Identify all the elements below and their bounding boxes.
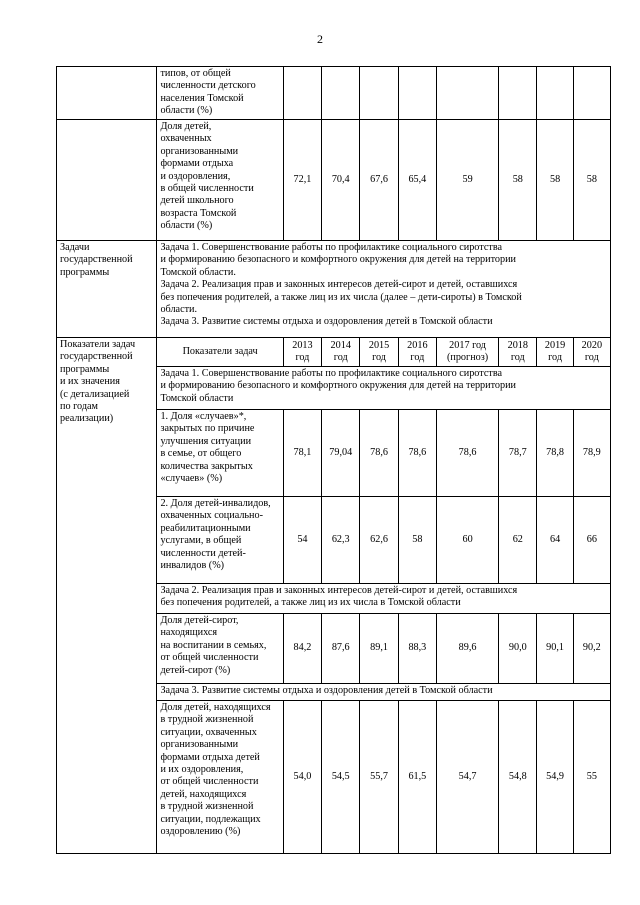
text-line: на воспитании в семьях, xyxy=(160,639,267,651)
text-line: от общей численности xyxy=(160,652,259,664)
text-line: оздоровлению (%) xyxy=(160,826,241,838)
text-line: детей-сирот (%) xyxy=(160,664,231,676)
text-line: государственной xyxy=(60,351,133,363)
text-line: без попечения родителей, а также лиц из их числа (далее – дети-сироты) в Томской xyxy=(160,291,522,303)
value-cell: 62 xyxy=(499,497,537,584)
text-line: 1. Доля «случаев»*, xyxy=(160,411,247,422)
text-line: в общей численности xyxy=(160,183,254,195)
text-line: организованными xyxy=(160,739,239,751)
value-cell: 58 xyxy=(499,120,537,241)
text-line: формами отдыха детей xyxy=(160,751,260,763)
text-line: Задача 1. Совершенствование работы по профилактике социального сиротства xyxy=(160,242,503,253)
value-cell: 70,4 xyxy=(322,120,360,241)
text-line: Задача 2. Реализация прав и законных интересов детей-сирот и детей, оставшихся xyxy=(160,585,518,596)
value-cell: 62,6 xyxy=(360,497,398,584)
task-1-cell xyxy=(157,367,611,410)
program-passport-table xyxy=(56,66,611,854)
text-line: в трудной жизненной xyxy=(160,714,254,726)
value-cell: 54,8 xyxy=(499,701,537,854)
text-line: Показатели задач xyxy=(60,339,136,350)
value-cell: 54,0 xyxy=(283,701,321,854)
value-cell: 58 xyxy=(537,120,573,241)
value-cell: 78,1 xyxy=(283,410,321,497)
text-line: реабилитационными xyxy=(160,522,251,534)
text-line: детей, находящихся xyxy=(160,788,247,800)
column-header: Показатели задач xyxy=(157,338,283,367)
text-line: государственной xyxy=(60,254,133,266)
text-line: Задача 3. Развитие системы отдыха и оздоровления детей в Томской области xyxy=(160,316,493,328)
value-cell: 59 xyxy=(437,120,499,241)
value-cell: 90,2 xyxy=(573,614,610,684)
task-3-cell xyxy=(157,684,611,701)
table-header-row xyxy=(57,338,611,367)
value-cell: 60 xyxy=(437,497,499,584)
value-cell: 78,6 xyxy=(398,410,436,497)
text-line: типов, от общей xyxy=(160,68,231,79)
text-line: и формированию безопасного и комфортного окружения для детей на территории xyxy=(160,254,517,266)
text-line: Томской области. xyxy=(160,266,236,278)
value-cell: 90,1 xyxy=(537,614,573,684)
text-line: ситуации, охваченных xyxy=(160,726,257,738)
text-line: находящихся xyxy=(160,627,218,639)
text-line: формами отдыха xyxy=(160,158,234,170)
text-line: и формированию безопасного и комфортного окружения для детей на территории xyxy=(160,380,517,392)
indicator-cell xyxy=(157,701,283,854)
text-line: по годам xyxy=(60,401,98,413)
text-line: населения Томской xyxy=(160,92,244,104)
year-header: 2015 год xyxy=(360,338,398,367)
value-cell: 54,9 xyxy=(537,701,573,854)
year-header: 2014 год xyxy=(322,338,360,367)
value-cell: 90,0 xyxy=(499,614,537,684)
value-cell: 78,7 xyxy=(499,410,537,497)
page-number: 2 xyxy=(317,32,323,46)
indicator-cell xyxy=(157,614,283,684)
value-cell: 78,6 xyxy=(437,410,499,497)
value-cell: 55,7 xyxy=(360,701,398,854)
text-line: и оздоровления, xyxy=(160,170,231,182)
text-line: от общей численности xyxy=(160,776,259,788)
text-line: области (%) xyxy=(160,220,213,232)
empty-label-cell xyxy=(57,67,157,120)
value-cell: 54,5 xyxy=(322,701,360,854)
value-cell: 67,6 xyxy=(360,120,398,241)
text-line: 2. Доля детей-инвалидов, xyxy=(160,498,271,509)
year-header: 2017 год (прогноз) xyxy=(437,338,499,367)
year-header: 2020 год xyxy=(573,338,610,367)
value-cell: 54 xyxy=(283,497,321,584)
text-line: (с детализацией xyxy=(60,388,130,400)
year-header: 2018 год xyxy=(499,338,537,367)
text-line: в семье, от общего xyxy=(160,448,242,460)
text-line: в трудной жизненной xyxy=(160,801,254,813)
value-cell: 65,4 xyxy=(398,120,436,241)
text-line: Доля детей, находящихся xyxy=(160,702,271,713)
text-line: детей школьного xyxy=(160,195,234,207)
text-line: Томской области xyxy=(160,392,234,404)
task-2-cell xyxy=(157,584,611,614)
text-line: организованными xyxy=(160,145,239,157)
indicator-cell xyxy=(157,497,283,584)
value-cell: 66 xyxy=(573,497,610,584)
text-line: улучшения ситуации xyxy=(160,435,252,447)
tasks-label-cell xyxy=(57,241,157,338)
text-line: охваченных социально- xyxy=(160,510,263,522)
value-cell: 84,2 xyxy=(283,614,321,684)
text-line: Доля детей, xyxy=(160,121,212,132)
indicator-cell xyxy=(157,410,283,497)
year-header: 2016 год xyxy=(398,338,436,367)
value-cell: 88,3 xyxy=(398,614,436,684)
indicator-cell xyxy=(157,67,283,120)
text-line: инвалидов (%) xyxy=(160,560,225,572)
value-cell: 87,6 xyxy=(322,614,360,684)
value-cell: 61,5 xyxy=(398,701,436,854)
value-cell: 89,1 xyxy=(360,614,398,684)
value-cell: 64 xyxy=(537,497,573,584)
year-header: 2019 год xyxy=(537,338,573,367)
text-line: без попечения родителей, а также лиц из их числа в Томской области xyxy=(160,597,461,609)
text-line: области (%) xyxy=(160,105,213,117)
value-cell: 78,9 xyxy=(573,410,610,497)
text-line: реализации) xyxy=(60,413,114,425)
text-line: возраста Томской xyxy=(160,207,237,219)
value-cell: 58 xyxy=(398,497,436,584)
text-line: Задачи xyxy=(60,242,90,253)
text-line: «случаев» (%) xyxy=(160,473,223,485)
text-line: области. xyxy=(160,304,198,316)
text-line: и их оздоровления, xyxy=(160,764,244,776)
value-cell: 78,6 xyxy=(360,410,398,497)
text-line: закрытых по причине xyxy=(160,423,255,435)
year-header: 2013 год xyxy=(283,338,321,367)
table-row xyxy=(57,120,611,241)
value-cell: 78,8 xyxy=(537,410,573,497)
text-line: программы xyxy=(60,266,110,278)
text-line: ситуации, подлежащих xyxy=(160,813,261,825)
tasks-text-cell xyxy=(157,241,611,338)
text-line: Доля детей-сирот, xyxy=(160,615,239,626)
text-line: численности детей- xyxy=(160,547,246,559)
text-line: численности детского xyxy=(160,80,256,92)
text-line: количества закрытых xyxy=(160,460,253,472)
value-cell: 79,04 xyxy=(322,410,360,497)
value-cell: 54,7 xyxy=(437,701,499,854)
value-cell: 72,1 xyxy=(283,120,321,241)
value-cell: 55 xyxy=(573,701,610,854)
indicators-label-cell xyxy=(57,338,157,854)
value-cell: 89,6 xyxy=(437,614,499,684)
table-row xyxy=(57,241,611,338)
text-line: Задача 1. Совершенствование работы по профилактике социального сиротства xyxy=(160,368,503,379)
table-row xyxy=(57,67,611,120)
empty-label-cell xyxy=(57,120,157,241)
text-line: Задача 3. Развитие системы отдыха и оздоровления детей в Томской области xyxy=(160,685,493,696)
indicator-cell xyxy=(157,120,283,241)
value-cell: 58 xyxy=(573,120,610,241)
text-line: программы xyxy=(60,363,110,375)
text-line: услугами, в общей xyxy=(160,535,242,547)
value-cell: 62,3 xyxy=(322,497,360,584)
text-line: охваченных xyxy=(160,133,212,145)
text-line: Задача 2. Реализация прав и законных интересов детей-сирот и детей, оставшихся xyxy=(160,279,518,291)
text-line: и их значения xyxy=(60,376,120,388)
